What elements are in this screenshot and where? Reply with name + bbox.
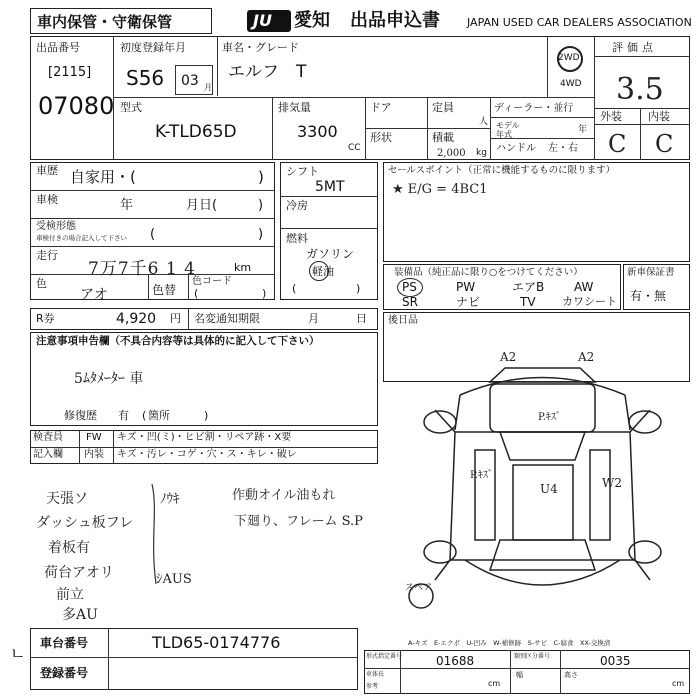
repair-place: 箇所 xyxy=(148,409,170,422)
color-code-label: 色コード xyxy=(192,276,232,287)
score-value: 3.5 xyxy=(616,72,664,107)
registration-month-box xyxy=(175,65,213,95)
history-value: 自家用・( xyxy=(70,168,136,186)
receipt-close: ) xyxy=(258,227,264,242)
type-label: 形式指定番号 xyxy=(366,653,403,660)
inspector-label-1: 検査員 xyxy=(33,432,63,443)
remark-aus: ｼAUS xyxy=(156,572,192,587)
shift-value: 5MT xyxy=(315,179,345,195)
diagram-mark-u4: U4 xyxy=(540,482,558,496)
registration-month: 03 xyxy=(181,73,199,89)
model-year-label: モデル 年式 xyxy=(496,121,520,139)
diagram-mark-p-top: P.ｷｽﾞ xyxy=(538,412,561,423)
doors-label: ドア xyxy=(370,101,392,114)
inspection-year: 年 xyxy=(120,198,134,213)
warranty-label: 新車保証書 xyxy=(627,267,675,278)
equipment-tv: TV xyxy=(520,295,536,309)
association-name: JAPAN USED CAR DEALERS ASSOCIATION xyxy=(467,16,692,29)
later-label: 後日品 xyxy=(388,315,418,326)
inspector-row1-tag: FW xyxy=(86,432,102,443)
displacement-value: 3300 xyxy=(297,122,338,141)
registration-label: 初度登録年月 xyxy=(120,41,186,54)
tax-value: 4,920 xyxy=(116,311,157,327)
spare-label: スペア xyxy=(405,583,433,593)
repair-open: ( xyxy=(142,409,147,422)
receipt-note: 車検付きの場合記入して下さい xyxy=(36,234,127,242)
chassis-value: TLD65-0174776 xyxy=(152,633,281,652)
equipment-label: 装備品（純正品に限り○をつけてください） xyxy=(394,267,583,278)
repaint-label: 色替 xyxy=(152,283,177,297)
inspector-label-2: 記入欄 xyxy=(33,449,63,460)
exterior-score: C xyxy=(608,130,627,158)
sales-section xyxy=(383,162,690,262)
load-label: 積載 xyxy=(432,131,454,144)
diagram-mark-w2: W2 xyxy=(602,476,622,490)
cooler-label: 冷房 xyxy=(286,199,308,212)
car-name-label: 車名・グレード xyxy=(222,41,299,54)
class-label: 類別区分番号 xyxy=(514,653,551,660)
displacement-label: 排気量 xyxy=(278,101,311,114)
car-diagram xyxy=(395,340,690,620)
fuel-value: ガソリン xyxy=(306,247,355,261)
equipment-sr: SR xyxy=(402,295,418,309)
car-name-value: エルフ T xyxy=(228,62,307,82)
color-label: 色 xyxy=(36,277,47,290)
storage-text: 車内保管・守衛保管 xyxy=(37,13,173,31)
drive-4wd: 4WD xyxy=(560,79,582,89)
exterior-label: 外装 xyxy=(600,110,622,123)
ju-logo-text: JU xyxy=(253,11,272,30)
model-value: K-TLD65D xyxy=(155,122,237,142)
mileage-unit: km xyxy=(234,261,252,274)
mileage-value: 7万7千6 1 4 xyxy=(88,259,196,279)
interior-label: 内装 xyxy=(648,110,670,123)
diagram-mark-p-side: P.ｷｽﾞ xyxy=(470,470,493,481)
registration-month-unit: 月 xyxy=(204,83,212,92)
inspection-month-day: 月日( xyxy=(186,198,218,213)
repair-close: ) xyxy=(204,409,209,422)
diagram-mark-a2-right: A2 xyxy=(578,350,595,364)
mileage-label: 走行 xyxy=(36,249,58,262)
length-unit: cm xyxy=(488,679,501,688)
remark-bed: 荷台アオリ xyxy=(44,565,114,581)
ju-logo xyxy=(247,10,291,32)
repair-have: 有 xyxy=(118,409,129,422)
fuel-diesel: 軽油 xyxy=(312,265,334,278)
lot-number: 07080 xyxy=(38,92,115,120)
equipment-aw: AW xyxy=(574,280,594,294)
remark-au: 多AU xyxy=(62,607,98,623)
memo-label: 参考 xyxy=(366,683,379,690)
equipment-navi: ナビ xyxy=(456,295,481,309)
model-year-unit: 年 xyxy=(578,125,588,135)
width-label: 幅 xyxy=(516,671,523,679)
address-change-month: 月 xyxy=(308,312,319,325)
capacity-label: 定員 xyxy=(432,101,454,114)
tax-label: R券 xyxy=(36,312,55,325)
color-value: アオ xyxy=(80,287,108,303)
diagram-mark-a2-left: A2 xyxy=(500,350,517,364)
class-value: 0035 xyxy=(600,654,631,668)
remark-float: ﾉｳｷ xyxy=(160,492,180,507)
shift-label: シフト xyxy=(286,165,319,178)
lot-bracket-number: [2115] xyxy=(48,65,92,80)
load-value: 2,000 xyxy=(437,148,466,159)
shape-label: 形状 xyxy=(370,131,392,144)
address-change-day: 日 xyxy=(356,312,367,325)
notes-label: 注意事項申告欄（不具合内容等は具体的に記入して下さい） xyxy=(36,335,320,347)
bracket-stroke xyxy=(148,480,162,590)
model-label: 型式 xyxy=(120,101,142,114)
load-unit: kg xyxy=(476,148,487,158)
color-code-close: ) xyxy=(262,287,267,300)
receipt-open: ( xyxy=(150,227,156,242)
inspection-label: 車検 xyxy=(36,193,58,206)
storage-box xyxy=(30,8,212,34)
remark-ceiling: 天張ソ xyxy=(46,491,88,507)
chassis-label: 車台番号 xyxy=(40,636,89,650)
height-label: 高さ xyxy=(564,671,578,679)
displacement-unit: CC xyxy=(348,143,361,153)
remark-oil-leak: 作動オイル油もれ xyxy=(232,488,336,503)
prefecture-name: 愛知 xyxy=(294,10,330,31)
repair-label: 修復歴 xyxy=(64,409,97,422)
height-unit: cm xyxy=(672,679,685,688)
remark-front: 前立 xyxy=(56,587,84,603)
fuel-label: 燃料 xyxy=(286,232,308,245)
capacity-unit: 人 xyxy=(479,117,489,127)
equipment-ps: PS xyxy=(402,280,417,294)
remark-dash: ダッシュ板フレ xyxy=(36,515,134,531)
handle-label: ハンドル xyxy=(496,143,536,154)
notes-value: 5ﾑﾀﾒｰﾀｰ 車 xyxy=(74,371,144,387)
fuel-open: ( xyxy=(292,282,297,295)
inspection-close: ) xyxy=(258,198,264,213)
form-title: 出品申込書 xyxy=(350,10,440,31)
top-section xyxy=(30,36,690,160)
type-value: 01688 xyxy=(436,654,475,668)
length-label: 車体長 xyxy=(366,671,385,678)
score-label: 評価点 xyxy=(612,41,657,54)
remark-frame: 下廻り、フレーム S.P xyxy=(234,514,363,529)
margin-mark: ㄴ xyxy=(10,644,26,663)
drive-2wd: 2WD xyxy=(558,53,580,63)
address-change-label: 名変通知期限 xyxy=(194,312,260,325)
history-close: ) xyxy=(258,168,264,186)
dealer-label: ディーラー・並行 xyxy=(494,103,574,114)
tax-unit: 円 xyxy=(170,312,181,325)
history-label: 車歴 xyxy=(36,164,58,177)
color-code-open: ( xyxy=(194,287,199,300)
receipt-label: 受検形態 xyxy=(36,221,76,232)
inspector-row2-tag: 内装 xyxy=(84,449,104,460)
interior-score: C xyxy=(655,130,674,158)
sales-value: ★ E/G = 4BC1 xyxy=(392,182,488,197)
equipment-leather: カワシート xyxy=(562,295,617,308)
handle-options: 左・右 xyxy=(548,143,578,154)
inspector-row1-text: キズ・凹(ミ)・ヒビ割・リペア跡・X要 xyxy=(117,432,292,443)
sales-label: セールスポイント（正常に機能するものに限ります） xyxy=(388,165,616,176)
fuel-close: ) xyxy=(356,282,361,295)
plate-label: 登録番号 xyxy=(40,666,89,680)
registration-era-year: S56 xyxy=(126,66,165,90)
lot-label: 出品番号 xyxy=(36,41,80,54)
equipment-pw: PW xyxy=(456,280,476,294)
warranty-options: 有・無 xyxy=(630,289,667,303)
damage-legend: A-キズ E-エクボ U-凹み W-補修跡 S-サビ C-腐食 XX-交換済 xyxy=(408,639,611,647)
equipment-airbag: エアB xyxy=(512,280,545,294)
inspector-row2-text: キズ・汚レ・コゲ・穴・ス・キレ・破レ xyxy=(117,449,297,460)
remark-plate: 着板有 xyxy=(48,540,90,556)
